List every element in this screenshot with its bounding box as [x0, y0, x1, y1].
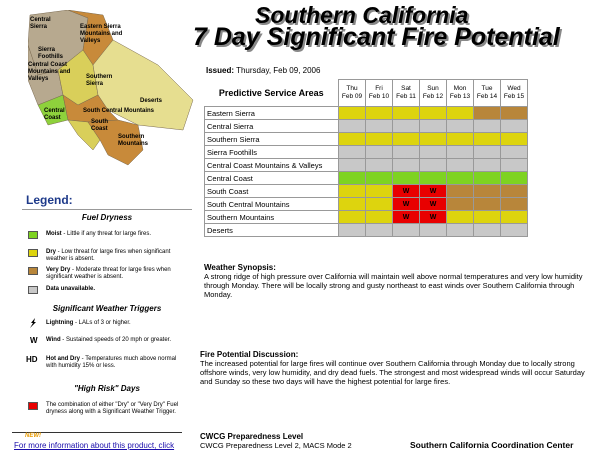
potential-cell — [420, 224, 447, 237]
potential-cell — [339, 120, 366, 133]
area-name: Central Coast Mountains & Valleys — [205, 159, 339, 172]
legend-divider — [22, 209, 192, 210]
table-row — [205, 185, 528, 198]
legend-title: Legend: — [26, 193, 73, 207]
weather-synopsis — [204, 263, 584, 299]
potential-cell — [474, 198, 501, 211]
potential-cell — [339, 107, 366, 120]
potential-cell — [393, 146, 420, 159]
center-name: Southern California Coordination Center — [410, 440, 574, 450]
very-dry-swatch — [28, 267, 38, 275]
fire-discussion — [200, 350, 590, 386]
potential-cell — [501, 224, 528, 237]
day-header: Thu Feb 09 — [339, 80, 366, 107]
fire-potential-table — [204, 79, 528, 237]
potential-cell — [366, 146, 393, 159]
potential-cell: W — [393, 185, 420, 198]
area-name: Southern Mountains — [205, 211, 339, 224]
map-label: Southern Mountains — [118, 134, 148, 147]
potential-cell — [420, 172, 447, 185]
potential-cell — [474, 107, 501, 120]
potential-cell — [366, 107, 393, 120]
potential-cell — [501, 185, 528, 198]
potential-cell — [447, 120, 474, 133]
map-label: South Central Mountains — [83, 108, 154, 114]
potential-cell — [339, 198, 366, 211]
potential-cell: W — [420, 198, 447, 211]
area-name: Central Coast — [205, 172, 339, 185]
potential-cell — [447, 172, 474, 185]
potential-cell — [393, 120, 420, 133]
potential-cell — [339, 172, 366, 185]
issued-value: Thursday, Feb 09, 2006 — [236, 66, 321, 75]
potential-cell — [501, 211, 528, 224]
wind-legend: Wind - Sustained speeds of 20 mph or greater. — [46, 337, 172, 343]
area-name: Sierra Foothills — [205, 146, 339, 159]
weather-heading: Weather Synopsis: — [204, 263, 276, 272]
area-name: Central Sierra — [205, 120, 339, 133]
lightning-icon — [28, 318, 38, 330]
dry-swatch — [28, 249, 38, 257]
new-badge: NEW! — [25, 433, 41, 439]
region-map — [28, 10, 198, 170]
high-risk-legend: The combination of either "Dry" or "Very Dry" Fuel dryness along with a Significant Weather Trigger. — [46, 402, 179, 415]
high-risk-swatch — [28, 402, 38, 410]
potential-cell — [366, 224, 393, 237]
map-label: Central Coast Mountains and Valleys — [28, 62, 71, 82]
very-dry-legend: Very Dry - Moderate threat for large fires when significant weather is absent. — [46, 267, 171, 280]
potential-cell — [474, 146, 501, 159]
potential-cell — [501, 146, 528, 159]
potential-cell — [447, 146, 474, 159]
potential-cell — [339, 185, 366, 198]
potential-cell — [447, 224, 474, 237]
potential-cell — [474, 211, 501, 224]
potential-cell — [474, 185, 501, 198]
area-name: Deserts — [205, 224, 339, 237]
potential-cell — [420, 146, 447, 159]
potential-cell — [447, 185, 474, 198]
psa-header: Predictive Service Areas — [218, 87, 324, 98]
potential-cell: W — [420, 211, 447, 224]
table-row — [205, 172, 528, 185]
potential-cell — [339, 159, 366, 172]
more-info-link[interactable]: For more information about this product, click — [14, 441, 175, 450]
potential-cell — [420, 133, 447, 146]
potential-cell — [474, 159, 501, 172]
potential-cell — [501, 159, 528, 172]
day-header: Tue Feb 14 — [474, 80, 501, 107]
unavailable-swatch — [28, 286, 38, 294]
day-header: Mon Feb 13 — [447, 80, 474, 107]
map-label: Central Sierra — [30, 17, 51, 30]
table-row — [205, 120, 528, 133]
potential-cell — [339, 211, 366, 224]
potential-cell — [366, 211, 393, 224]
potential-cell: W — [393, 198, 420, 211]
potential-cell — [474, 133, 501, 146]
unavailable-legend: Data unavailable. — [46, 286, 96, 292]
area-name: Eastern Sierra — [205, 107, 339, 120]
potential-cell — [420, 107, 447, 120]
area-name: South Central Mountains — [205, 198, 339, 211]
potential-cell — [474, 172, 501, 185]
potential-cell — [366, 198, 393, 211]
potential-cell — [501, 198, 528, 211]
map-label: Eastern Sierra Mountains and Valleys — [80, 24, 123, 44]
area-name: Southern Sierra — [205, 133, 339, 146]
potential-cell — [501, 172, 528, 185]
wind-icon: W — [30, 336, 38, 345]
map-label: Sierra Foothills — [38, 47, 63, 60]
cwcg-section — [200, 432, 420, 450]
potential-cell — [447, 133, 474, 146]
page-title-line1: Southern California — [255, 2, 469, 28]
issued-date — [206, 66, 320, 75]
high-risk-heading: "High Risk" Days — [74, 384, 140, 393]
potential-cell — [366, 185, 393, 198]
area-name: South Coast — [205, 185, 339, 198]
potential-cell — [501, 120, 528, 133]
potential-cell — [447, 159, 474, 172]
map-label: Southern Sierra — [86, 74, 113, 87]
map-label: Central Coast — [44, 108, 65, 121]
potential-cell — [474, 224, 501, 237]
cwcg-heading: CWCG Preparedness Level — [200, 432, 304, 441]
table-header-row — [205, 80, 528, 107]
day-header: Wed Feb 15 — [501, 80, 528, 107]
dry-legend: Dry - Low threat for large fires when significant weather is absent. — [46, 249, 171, 262]
potential-cell — [366, 120, 393, 133]
table-row — [205, 211, 528, 224]
potential-cell: W — [393, 211, 420, 224]
hot-dry-icon: HD — [26, 355, 38, 364]
table-row — [205, 224, 528, 237]
moist-swatch — [28, 231, 38, 239]
table-row — [205, 133, 528, 146]
weather-text: A strong ridge of high pressure over California will maintain well above normal temperatures and very low humidity through Monday. There will be locally strong and gusty northeast to east winds over Southern California through Monday. — [204, 272, 583, 299]
table-row — [205, 159, 528, 172]
page-title-line2: 7 Day Significant Fire Potential — [193, 23, 560, 51]
potential-cell — [366, 133, 393, 146]
potential-cell — [366, 159, 393, 172]
discussion-heading: Fire Potential Discussion: — [200, 350, 299, 359]
map-label: South Coast — [91, 119, 108, 132]
cwcg-text: CWCG Preparedness Level 2, MACS Mode 2 — [200, 441, 352, 450]
hot-dry-legend: Hot and Dry - Temperatures much above normal with humidity 15% or less. — [46, 356, 177, 369]
potential-cell — [447, 198, 474, 211]
potential-cell — [366, 172, 393, 185]
potential-cell — [393, 172, 420, 185]
potential-cell — [339, 146, 366, 159]
potential-cell — [501, 107, 528, 120]
potential-cell — [447, 107, 474, 120]
potential-cell: W — [420, 185, 447, 198]
potential-cell — [393, 133, 420, 146]
day-header: Sun Feb 12 — [420, 80, 447, 107]
potential-cell — [447, 211, 474, 224]
moist-legend: Moist - Little if any threat for large fires. — [46, 231, 152, 237]
lightning-legend: Lightning - LALs of 3 or higher. — [46, 320, 131, 326]
potential-cell — [393, 159, 420, 172]
issued-label: Issued: — [206, 66, 235, 75]
potential-cell — [393, 224, 420, 237]
triggers-heading: Significant Weather Triggers — [52, 304, 162, 313]
potential-cell — [501, 133, 528, 146]
map-label: Deserts — [140, 98, 163, 104]
potential-cell — [474, 120, 501, 133]
table-row — [205, 107, 528, 120]
table-row — [205, 146, 528, 159]
potential-cell — [393, 107, 420, 120]
potential-cell — [339, 224, 366, 237]
fuel-dryness-heading: Fuel Dryness — [81, 213, 133, 222]
potential-cell — [420, 159, 447, 172]
potential-cell — [420, 120, 447, 133]
discussion-text: The increased potential for large fires will continue over Southern California through Monday due to locally strong offshore winds, very low humidity, and dry dead fuels. The strongest and most widespread winds will occur Saturday and Sunday so these two days will have the highest potential for large fires. — [200, 359, 585, 386]
potential-cell — [339, 133, 366, 146]
day-header: Sat Feb 11 — [393, 80, 420, 107]
day-header: Fri Feb 10 — [366, 80, 393, 107]
table-row — [205, 198, 528, 211]
